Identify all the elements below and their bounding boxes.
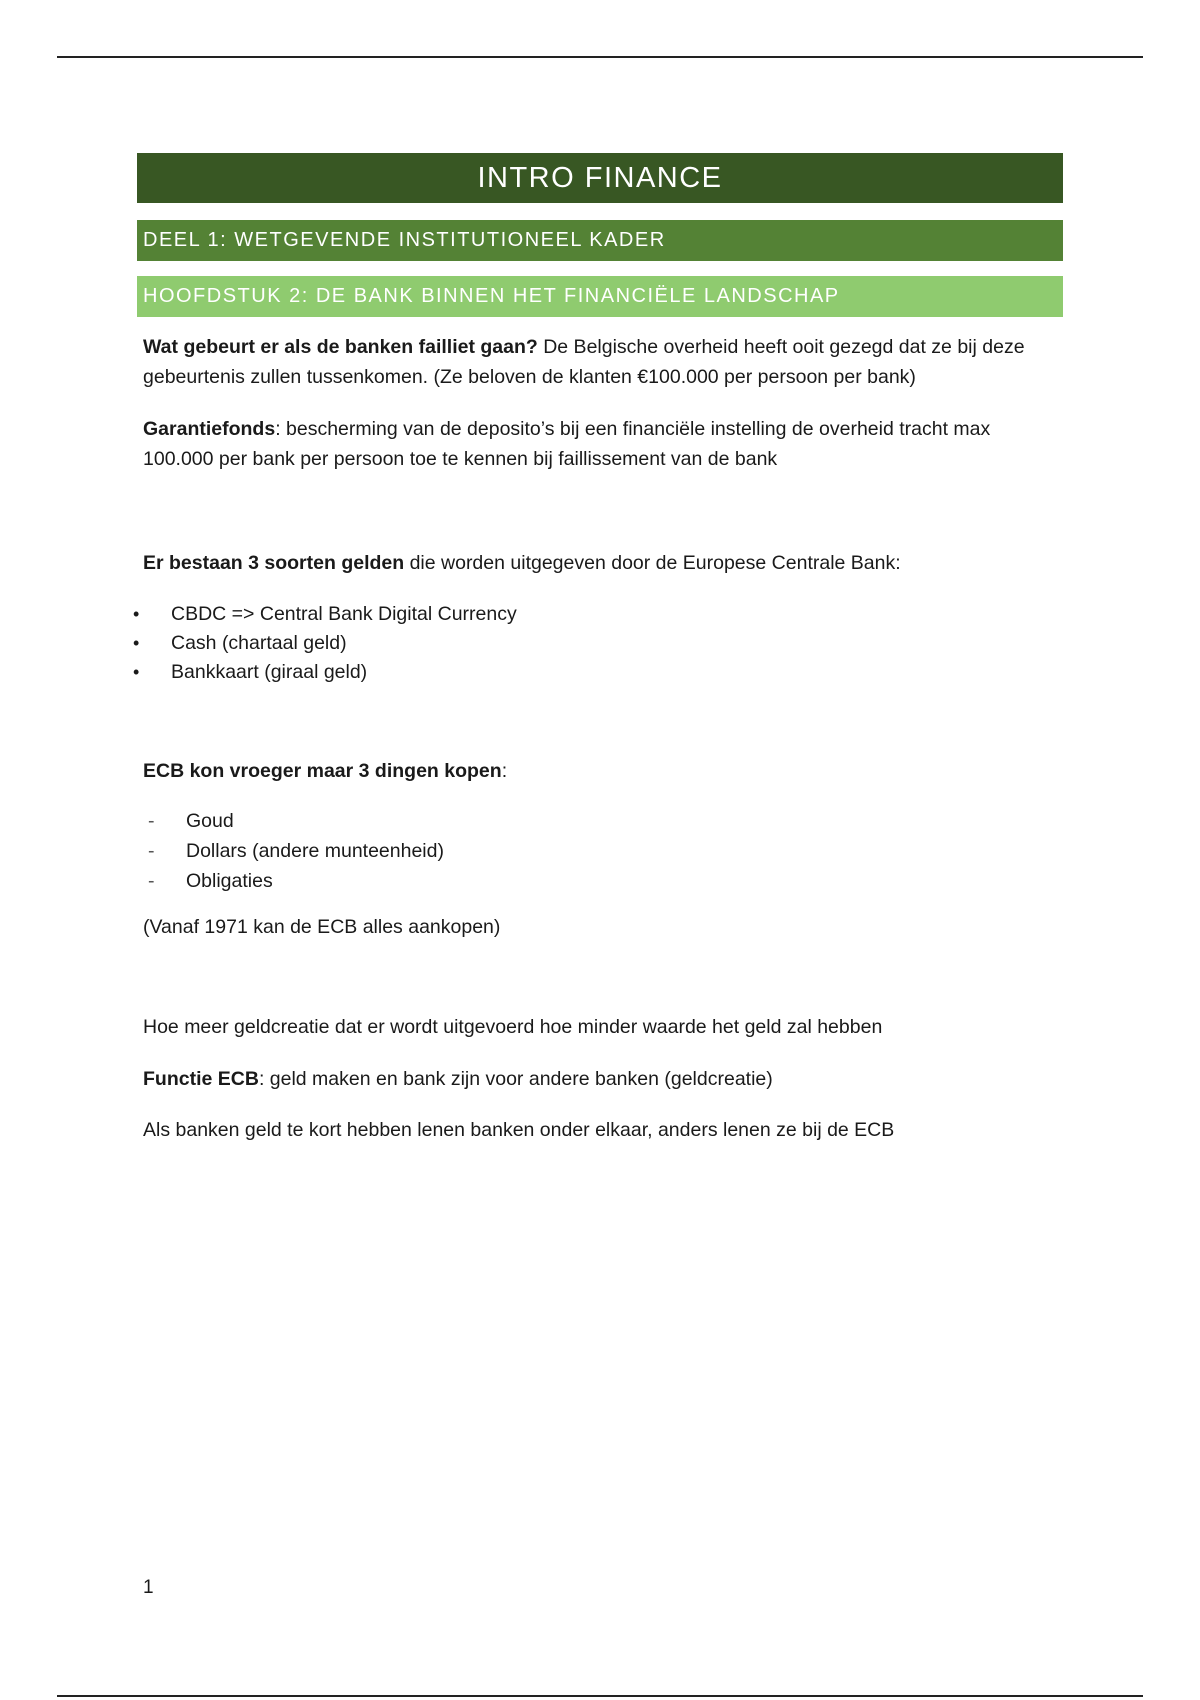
list-item [148, 866, 444, 896]
dash-icon: - [148, 870, 155, 892]
dash-icon: - [148, 810, 155, 832]
paragraph-text: : [501, 760, 508, 782]
list-item-text: Bankkaart (giraal geld) [171, 661, 368, 683]
paragraph-since-1971 [143, 912, 1055, 942]
list-item [133, 600, 517, 629]
page-number: 1 [143, 1577, 154, 1598]
list-item-text: CBDC => Central Bank Digital Currency [171, 603, 517, 625]
paragraph-bold: ECB kon vroeger maar 3 dingen kopen [143, 760, 502, 782]
document-title: INTRO FINANCE [137, 153, 1063, 203]
paragraph-ecb-purchases [143, 756, 1055, 786]
dash-icon: - [148, 840, 155, 862]
paragraph-bank-failure [143, 332, 1055, 392]
list-item [133, 658, 517, 687]
list-item-text: Obligaties [186, 870, 273, 892]
paragraph-text: Hoe meer geldcreatie dat er wordt uitgevoerd hoe minder waarde het geld zal hebben [143, 1016, 883, 1038]
paragraph-bold: Functie ECB [143, 1068, 259, 1090]
header-rule [57, 56, 1143, 58]
paragraph-bold: Garantiefonds [143, 418, 276, 440]
bullet-icon: • [133, 604, 140, 624]
paragraph-interbank-lending [143, 1115, 1055, 1145]
paragraph-text: : geld maken en bank zijn voor andere banken (geldcreatie) [258, 1068, 773, 1090]
heading-block [137, 153, 1063, 317]
footer-rule [57, 1695, 1143, 1697]
list-item-text: Dollars (andere munteenheid) [186, 840, 444, 862]
bullet-icon: • [133, 633, 140, 653]
paragraph-money-types [143, 548, 1055, 578]
list-item [148, 836, 444, 866]
bullet-icon: • [133, 662, 140, 682]
list-item [148, 806, 444, 836]
paragraph-ecb-function [143, 1064, 1055, 1094]
ecb-purchases-list [148, 806, 444, 896]
paragraph-garantiefonds [143, 414, 1055, 474]
paragraph-money-creation [143, 1012, 1055, 1042]
paragraph-text: De Belgische overheid heeft ooit gezegd dat ze bij deze gebeurtenis zullen tussenkomen. (Ze beloven de klanten €100.000 per persoon per bank) [143, 336, 1025, 388]
paragraph-text: : bescherming van de deposito’s bij een financiële instelling de overheid tracht max 100.000 per bank per persoon toe te kennen bij faillissement van de bank [143, 418, 991, 470]
chapter-heading: HOOFDSTUK 2: DE BANK BINNEN HET FINANCIËLE LANDSCHAP [137, 276, 1063, 317]
list-item-text: Cash (chartaal geld) [171, 632, 347, 654]
paragraph-text: (Vanaf 1971 kan de ECB alles aankopen) [143, 916, 501, 938]
list-item-text: Goud [186, 810, 234, 832]
paragraph-bold: Wat gebeurt er als de banken failliet gaan? [143, 336, 538, 358]
paragraph-text: die worden uitgegeven door de Europese Centrale Bank: [404, 552, 901, 574]
part-heading: DEEL 1: WETGEVENDE INSTITUTIONEEL KADER [137, 220, 1063, 261]
list-item [133, 629, 517, 658]
paragraph-text: Als banken geld te kort hebben lenen banken onder elkaar, anders lenen ze bij de ECB [143, 1119, 895, 1141]
money-types-list [133, 600, 517, 687]
paragraph-bold: Er bestaan 3 soorten gelden [143, 552, 405, 574]
